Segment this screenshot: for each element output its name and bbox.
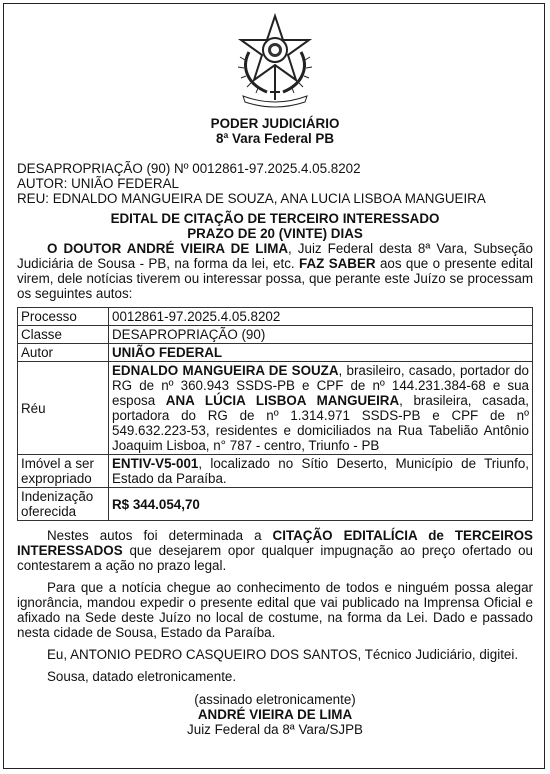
defendant-line: REU: EDNALDO MANGUEIRA DE SOUZA, ANA LUCIA LISBOA MANGUEIRA xyxy=(17,191,486,206)
citation-bold: CITAÇÃO EDITALÍCIA de TERCEIROS INTERESSADOS xyxy=(17,528,533,558)
reu-text-2: , brasileira, casada, portadora do RG de nº 1.314.971 SSDS-PB e CPF de nº 549.632.223-53, residentes e domiciliados na Rua Tabelião Antônio Joaquim Lisboa, n° 787 - centro, Triunfo - PB xyxy=(112,393,530,453)
typist-paragraph: Eu, ANTONIO PEDRO CASQUEIRO DOS SANTOS, Técnico Judiciário, digitei. xyxy=(47,647,519,662)
classe-value: DESAPROPRIAÇÃO (90) xyxy=(109,326,533,344)
classe-label: Classe xyxy=(18,326,109,344)
brazil-coat-of-arms-icon xyxy=(231,12,319,108)
intro-paragraph xyxy=(17,241,533,301)
table-row xyxy=(18,455,533,488)
court-name: PODER JUDICIÁRIO xyxy=(210,116,340,131)
table-row xyxy=(18,344,533,362)
case-number-line: DESAPROPRIAÇÃO (90) Nº 0012861-97.2025.4.05.8202 xyxy=(17,161,361,176)
autor-value: UNIÃO FEDERAL xyxy=(109,344,533,362)
case-refs xyxy=(17,161,533,206)
author-line: AUTOR: UNIÃO FEDERAL xyxy=(17,176,179,191)
reu-text-1: , brasileiro, casado, portador do RG de nº 360.943 SSDS-PB e CPF de nº 144.231.384-68 e sua esposa xyxy=(112,363,529,408)
indenizacao-label: Indenização oferecida xyxy=(18,488,109,521)
signature-block xyxy=(17,692,533,737)
vara-name: 8ª Vara Federal PB xyxy=(215,131,335,146)
signature-name: ANDRÉ VIEIRA DE LIMA xyxy=(197,707,353,722)
table-row xyxy=(18,362,533,455)
publication-paragraph: Para que a notícia chegue ao conhecimento de todos e ninguém possa alegar ignorância, mandou expedir o presente edital que vai publicado na Imprensa Oficial e afixado na Sede deste Juízo no local de costume, na forma da Lei. Dado e passado nesta cidade de Sousa, Estado da Paraíba. xyxy=(17,580,533,640)
intro-text-2: aos que o presente edital virem, dele notícias tiverem ou interessar possa, que perante este Juízo se processam os seguintes autos: xyxy=(17,256,533,301)
processo-value: 0012861-97.2025.4.05.8202 xyxy=(109,308,533,326)
table-row xyxy=(18,308,533,326)
date-paragraph: Sousa, datado eletronicamente. xyxy=(47,669,237,684)
reu-value xyxy=(109,362,533,455)
indenizacao-value: R$ 344.054,70 xyxy=(109,488,533,521)
imovel-text: , localizado no Sítio Deserto, Município de Triunfo, Estado da Paraíba. xyxy=(112,456,529,486)
edital-prazo: PRAZO DE 20 (VINTE) DIAS xyxy=(187,226,363,241)
reu-name-2: ANA LÚCIA LISBOA MANGUEIRA xyxy=(165,393,400,408)
processo-label: Processo xyxy=(18,308,109,326)
faz-saber: FAZ SABER xyxy=(299,256,376,271)
edital-titles xyxy=(17,211,533,241)
edital-content xyxy=(4,4,544,737)
edital-frame xyxy=(3,3,545,769)
autor-label: Autor xyxy=(18,344,109,362)
citation-paragraph xyxy=(17,528,533,573)
signature-role: Juiz Federal da 8ª Vara/SJPB xyxy=(187,722,363,737)
reu-label: Réu xyxy=(18,362,109,455)
citation-text-a: Nestes autos foi determinada a xyxy=(47,528,273,543)
case-table xyxy=(17,307,533,521)
imovel-label: Imóvel a ser expropriado xyxy=(18,455,109,488)
reu-name-1: EDNALDO MANGUEIRA DE SOUZA xyxy=(112,363,339,378)
table-row xyxy=(18,326,533,344)
edital-title: EDITAL DE CITAÇÃO DE TERCEIRO INTERESSADO xyxy=(110,211,440,226)
imovel-code: ENTIV-V5-001 xyxy=(112,456,199,471)
imovel-value xyxy=(109,455,533,488)
signature-note: (assinado eletronicamente) xyxy=(194,692,356,707)
table-row xyxy=(18,488,533,521)
intro-text-1: , Juiz Federal desta 8ª Vara, Subseção Judiciária de Sousa - PB, na forma da lei, etc. xyxy=(17,241,533,271)
citation-text-b: que desejarem opor qualquer impugnação ao preço ofertado ou contestarem a ação no prazo legal. xyxy=(17,543,533,573)
judge-name: O DOUTOR ANDRÉ VIEIRA DE LIMA xyxy=(47,241,289,256)
